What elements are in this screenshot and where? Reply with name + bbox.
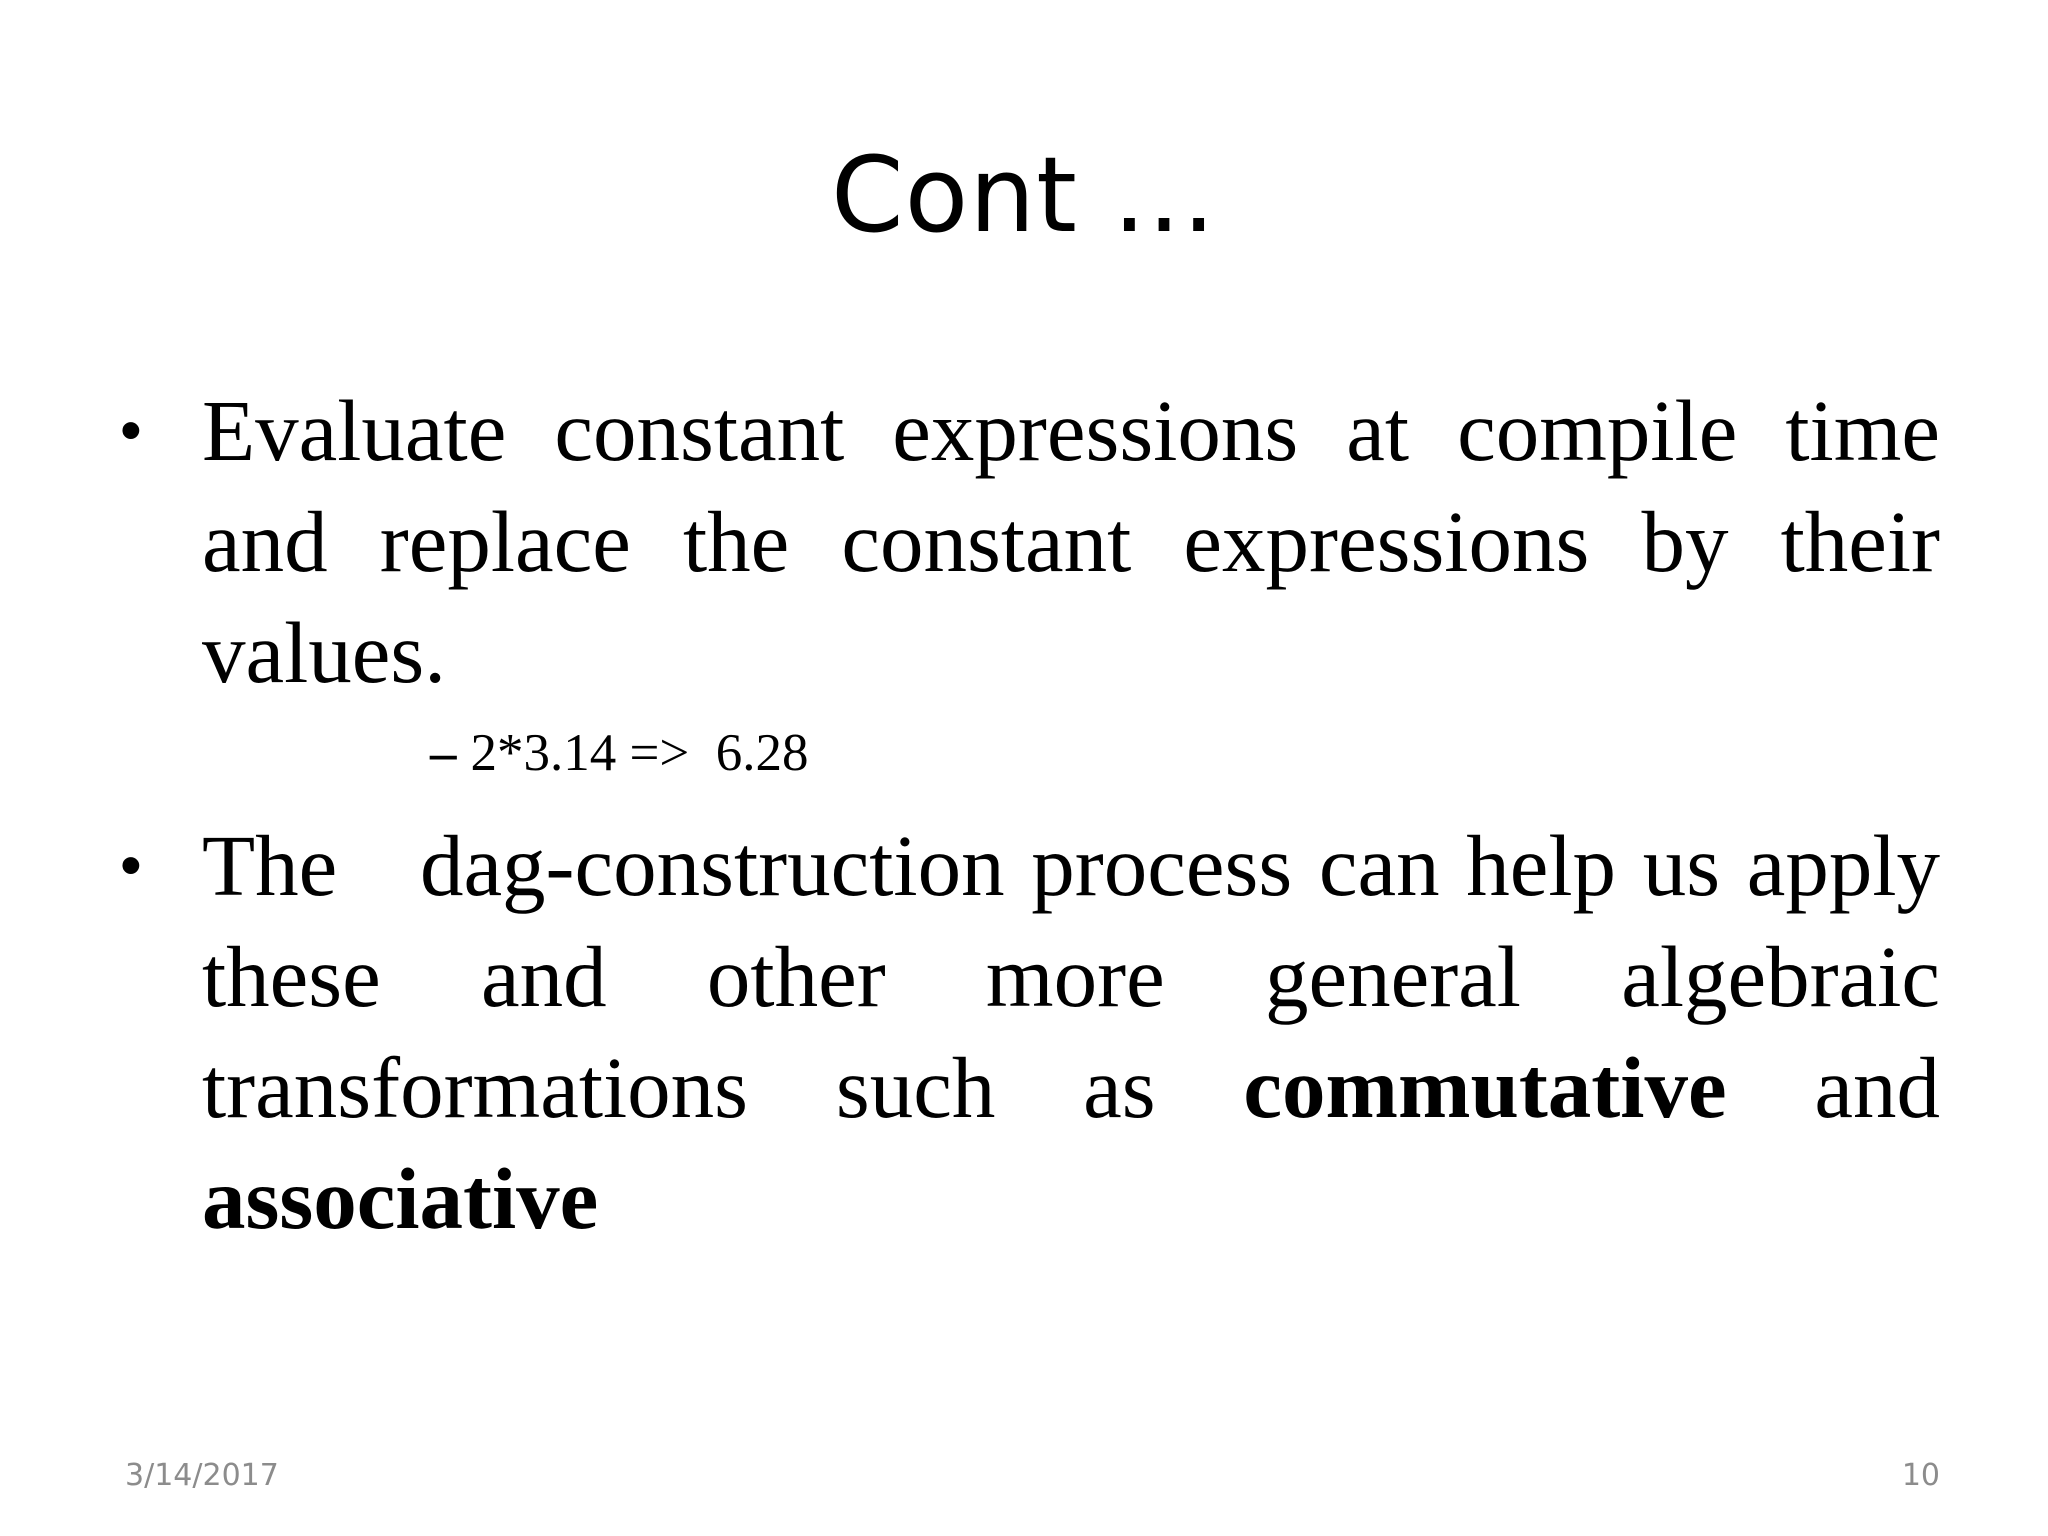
bullet-text (202, 810, 1940, 1254)
bold-term-associative: associative (202, 1150, 599, 1247)
bullet-text: Evaluate constant expressions at compile time and replace the constant expressions by their values. (202, 382, 1940, 701)
bullet-text-and: and (1814, 1039, 1940, 1136)
footer-date: 3/14/2017 (125, 1458, 279, 1493)
bullet-text-middle: dag-construction process can help us apply these and other more general algebraic transformations such as (202, 817, 1941, 1136)
footer-page-number: 10 (1901, 1458, 1940, 1493)
sub-item-example (430, 718, 809, 788)
sub-item-marker: – (430, 724, 457, 782)
bullet-marker: • (120, 396, 142, 465)
bullet-marker: • (120, 831, 142, 900)
bullet-text-start: The (202, 817, 338, 914)
sub-item-text: 2*3.14 => 6.28 (470, 724, 809, 782)
bullet-item-1 (120, 375, 1940, 708)
slide-title: Cont … (831, 134, 1217, 256)
bullet-item-2 (120, 810, 1940, 1254)
bold-term-commutative: commutative (1243, 1039, 1727, 1136)
